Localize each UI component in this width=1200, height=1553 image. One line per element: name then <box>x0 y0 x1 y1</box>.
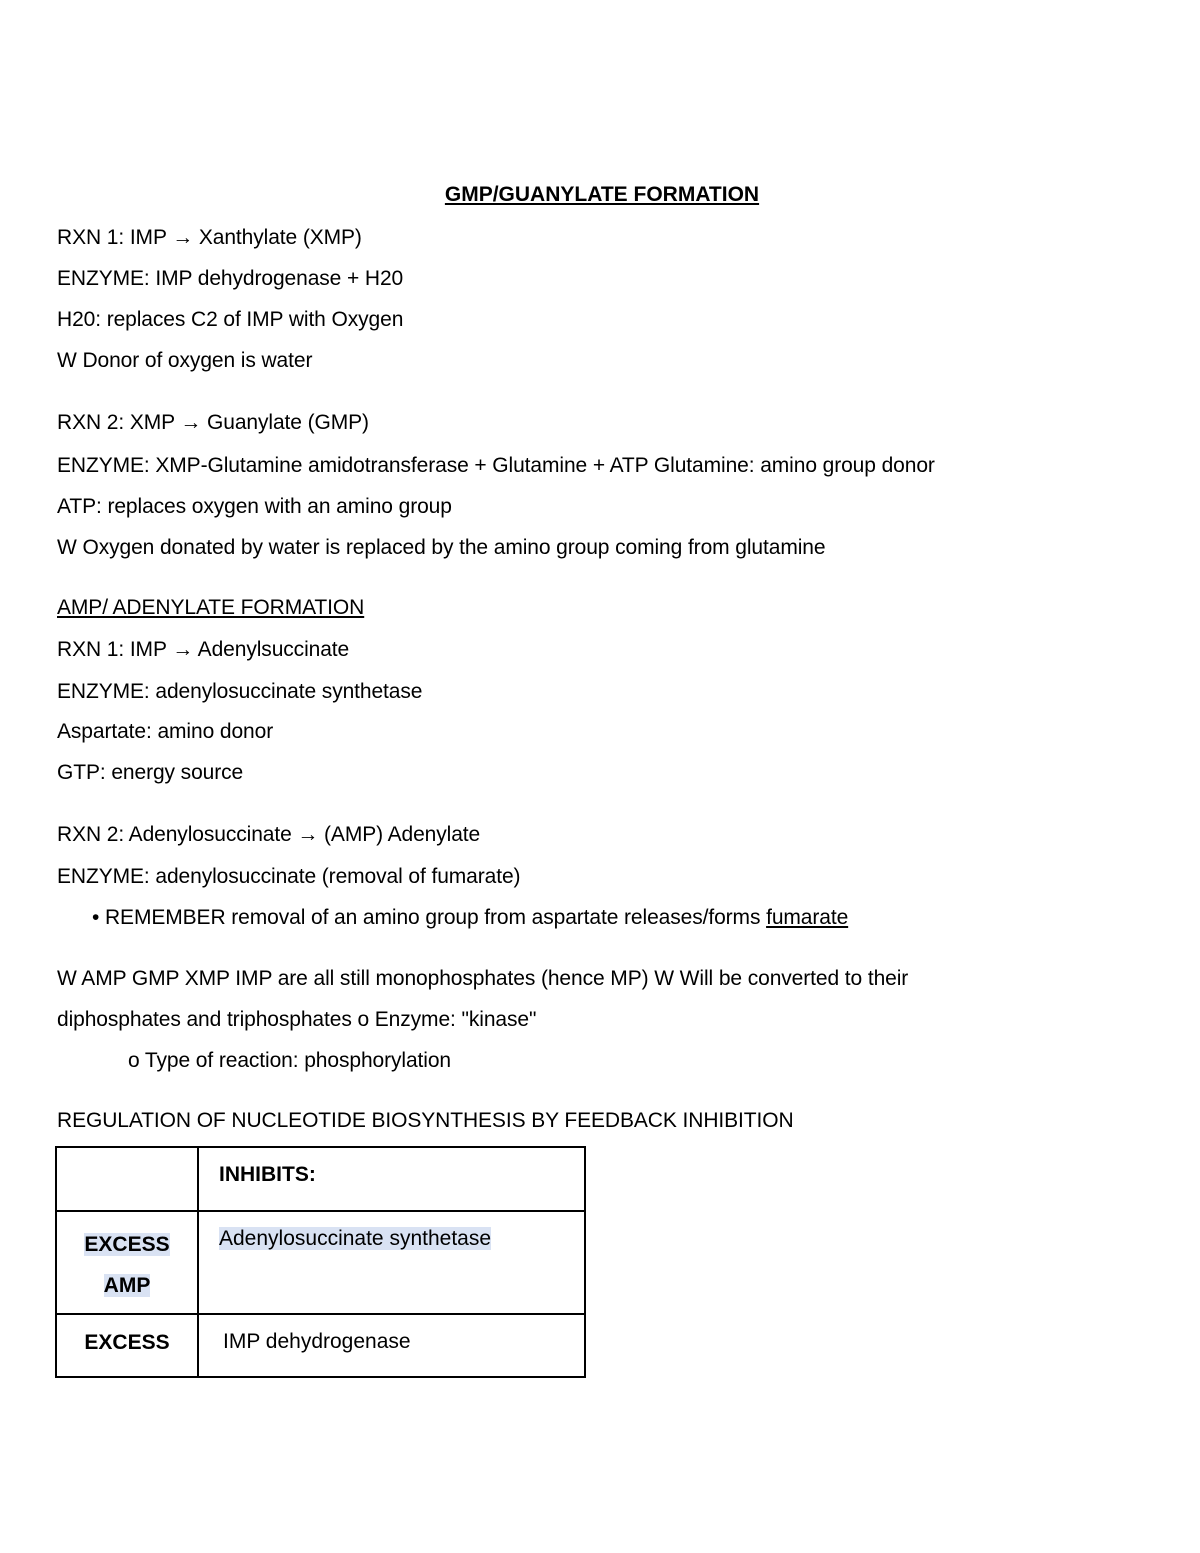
amp-section-heading: AMP/ ADENYLATE FORMATION <box>57 596 365 619</box>
regulation-heading: REGULATION OF NUCLEOTIDE BIOSYNTHESIS BY FEEDBACK INHIBITION <box>57 1109 794 1132</box>
table-header-row <box>56 1147 585 1211</box>
gmp-rxn2-note1: ATP: replaces oxygen with an amino group <box>57 495 452 518</box>
table-row-label: EXCESS <box>56 1314 198 1377</box>
amp-rxn1-enzyme: ENZYME: adenylosuccinate synthetase <box>57 680 423 703</box>
amp-rxn1-note1: Aspartate: amino donor <box>57 720 274 743</box>
gmp-rxn1-reaction: RXN 1: IMP → Xanthylate (XMP) <box>57 226 362 249</box>
table-header-empty-cell <box>56 1147 198 1211</box>
table-row <box>56 1314 585 1377</box>
table-row <box>56 1211 585 1314</box>
summary-line3: o Type of reaction: phosphorylation <box>128 1049 451 1072</box>
gmp-rxn2-enzyme: ENZYME: XMP-Glutamine amidotransferase + Glutamine + ATP Glutamine: amino group donor <box>57 454 935 477</box>
amp-rxn1-note2: GTP: energy source <box>57 761 244 784</box>
summary-line1: W AMP GMP XMP IMP are all still monophosphates (hence MP) W Will be converted to their <box>57 967 909 990</box>
table-header-inhibits: INHIBITS: <box>198 1147 585 1211</box>
table-row-value: IMP dehydrogenase <box>198 1314 585 1377</box>
page-title: GMP/GUANYLATE FORMATION <box>444 183 760 206</box>
amp-rxn2-enzyme: ENZYME: adenylosuccinate (removal of fumarate) <box>57 865 521 888</box>
gmp-rxn1-note1: H20: replaces C2 of IMP with Oxygen <box>57 308 404 331</box>
gmp-rxn1-enzyme: ENZYME: IMP dehydrogenase + H20 <box>57 267 404 290</box>
summary-line2: diphosphates and triphosphates o Enzyme: "kinase" <box>57 1008 537 1031</box>
fumarate-underlined: fumarate <box>766 906 849 929</box>
table-row-value: Adenylosuccinate synthetase <box>198 1211 585 1314</box>
amp-rxn2-reaction: RXN 2: Adenylosuccinate → (AMP) Adenylate <box>57 823 481 846</box>
amp-rxn2-bullet <box>92 905 848 931</box>
feedback-inhibition-table <box>55 1146 586 1378</box>
amp-rxn1-reaction: RXN 1: IMP → Adenylsuccinate <box>57 638 350 661</box>
bullet-text: • REMEMBER removal of an amino group from aspartate releases/forms <box>92 906 767 929</box>
gmp-rxn1-note2: W Donor of oxygen is water <box>57 349 313 372</box>
table-row-label: EXCESS AMP <box>56 1211 198 1314</box>
gmp-rxn2-reaction: RXN 2: XMP → Guanylate (GMP) <box>57 411 369 434</box>
gmp-rxn2-note2: W Oxygen donated by water is replaced by the amino group coming from glutamine <box>57 536 826 559</box>
